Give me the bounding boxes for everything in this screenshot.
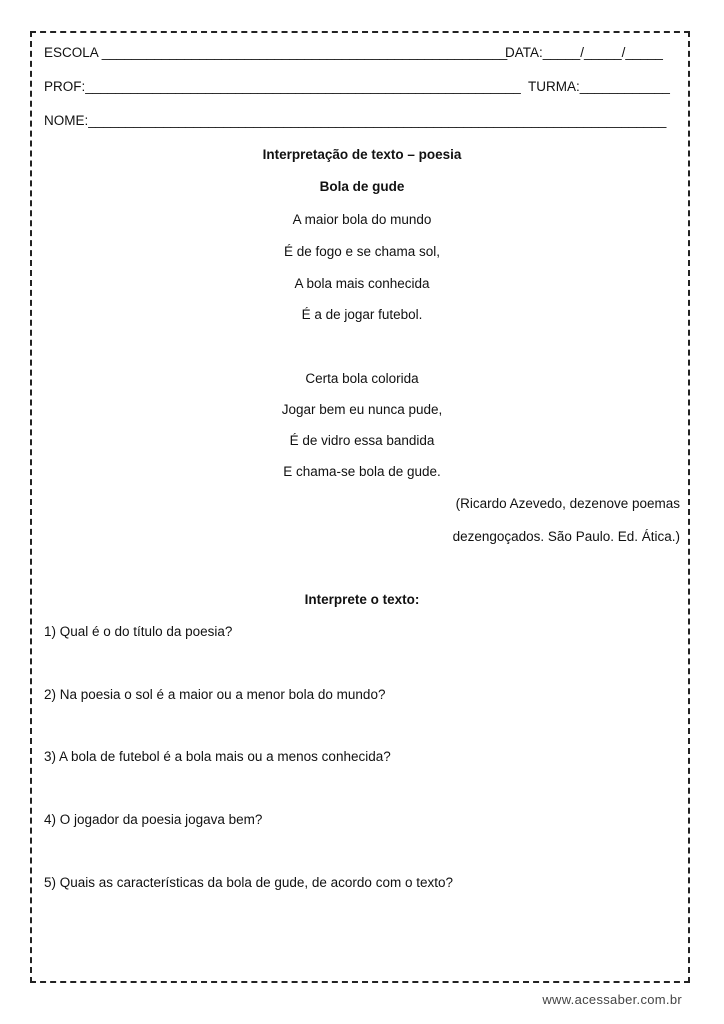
poem-verse: É de fogo e se chama sol, (283, 244, 441, 259)
class-field[interactable]: TURMA:____________ (528, 79, 670, 94)
question-item: 3) A bola de futebol é a bola mais ou a menos conhecida? (44, 749, 391, 764)
poem-verse: A maior bola do mundo (292, 212, 432, 227)
poem-source: (Ricardo Azevedo, dezenove poemas (455, 496, 680, 511)
date-field[interactable]: DATA:_____/_____/_____ (505, 45, 663, 60)
poem-verse: A bola mais conhecida (294, 276, 430, 291)
poem-verse: E chama-se bola de gude. (283, 464, 441, 479)
question-item: 1) Qual é o do título da poesia? (44, 624, 233, 639)
poem-verse: É de vidro essa bandida (289, 433, 435, 448)
question-item: 4) O jogador da poesia jogava bem? (44, 812, 263, 827)
website-footer: www.acessaber.com.br (542, 992, 682, 1007)
question-item: 2) Na poesia o sol é a maior ou a menor bola do mundo? (44, 687, 386, 702)
poem-verse: É a de jogar futebol. (301, 307, 423, 322)
poem-title: Bola de gude (319, 179, 405, 194)
questions-heading: Interprete o texto: (304, 592, 420, 607)
poem-verse: Certa bola colorida (305, 371, 419, 386)
name-field[interactable]: NOME:_____________________________________________________________________________ (44, 113, 667, 128)
question-item: 5) Quais as características da bola de gude, de acordo com o texto? (44, 875, 453, 890)
page-title: Interpretação de texto – poesia (262, 147, 462, 162)
teacher-field[interactable]: PROF:__________________________________________________________ (44, 79, 521, 94)
school-field[interactable]: ESCOLA ______________________________________________________ (44, 45, 508, 60)
poem-verse: Jogar bem eu nunca pude, (281, 402, 443, 417)
poem-source: dezengoçados. São Paulo. Ed. Ática.) (452, 529, 680, 544)
